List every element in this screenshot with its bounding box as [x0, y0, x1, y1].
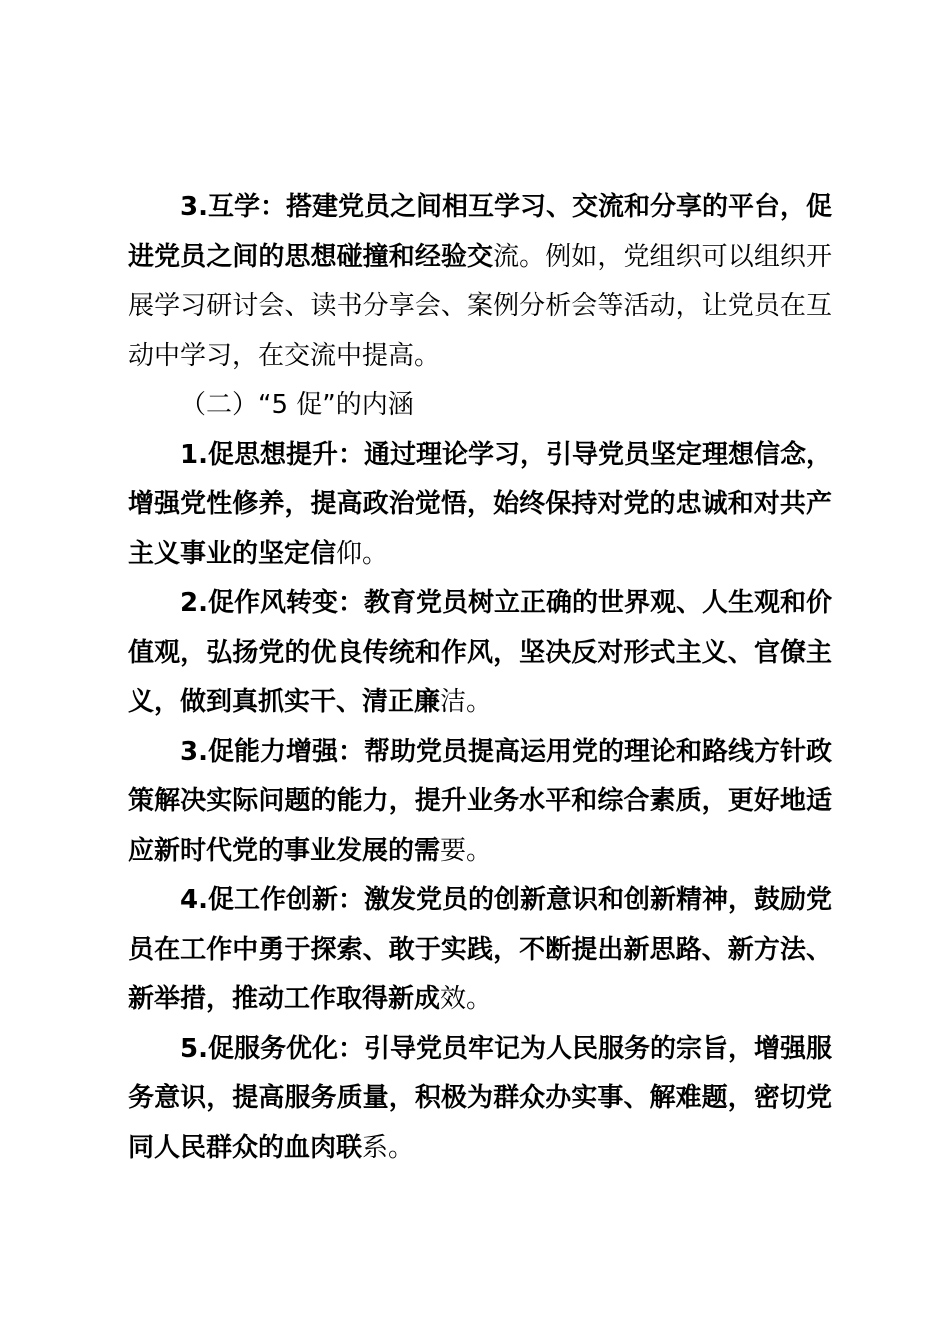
document-body: [128, 183, 832, 1173]
paragraph-normal-text: 效。: [440, 984, 493, 1014]
paragraph-bold-text: 4.促工作创新：激发党员的创新意识和创新精神，鼓励党员在工作中勇于探索、敢于实践，不断提出新思路、新方法、新举措，推动工作取得新成: [128, 885, 832, 1014]
paragraph-promote-thought: [128, 431, 832, 580]
paragraph-promote-service: [128, 1025, 832, 1174]
paragraph-bold-text: 3.促能力增强：帮助党员提高运用党的理论和路线方针政策解决实际问题的能力，提升业务水平和综合素质，更好地适应新时代党的事业发展的需: [128, 736, 832, 866]
paragraph-normal-text: 流。例如，党组织可以组织开展学习研讨会、读书分享会、案例分析会等活动，让党员在互动中学习，在交流中提高。: [128, 241, 832, 371]
paragraph-promote-innovation: [128, 876, 832, 1025]
paragraph-normal-text: 仰。: [336, 538, 389, 569]
paragraph-promote-style: [128, 579, 832, 728]
paragraph-normal-text: 要。: [440, 835, 493, 866]
paragraph-normal-text: 系。: [362, 1132, 415, 1163]
paragraph-bold-text: 5.促服务优化：引导党员牢记为人民服务的宗旨，增强服务意识，提高服务质量，积极为群众办实事、解难题，密切党同人民群众的血肉联: [128, 1033, 832, 1163]
paragraph-bold-text: 1.促思想提升：通过理论学习，引导党员坚定理想信念，增强党性修养，提高政治觉悟，始终保持对党的忠诚和对共产主义事业的坚定信: [128, 439, 832, 569]
section-heading: （二）“5 促”的内涵: [180, 390, 414, 420]
paragraph-bold-text: 3.互学：搭建党员之间相互学习、交流和分享的平台，促进党员之间的思想碰撞和经验交: [128, 192, 832, 272]
paragraph-bold-text: 2.促作风转变：教育党员树立正确的世界观、人生观和价值观，弘扬党的优良传统和作风，坚决反对形式主义、官僚主义，做到真抓实干、清正廉: [128, 588, 832, 717]
paragraph-promote-ability: [128, 728, 832, 877]
paragraph-normal-text: 洁。: [440, 687, 493, 717]
paragraph-mutual-learning: [128, 183, 832, 381]
